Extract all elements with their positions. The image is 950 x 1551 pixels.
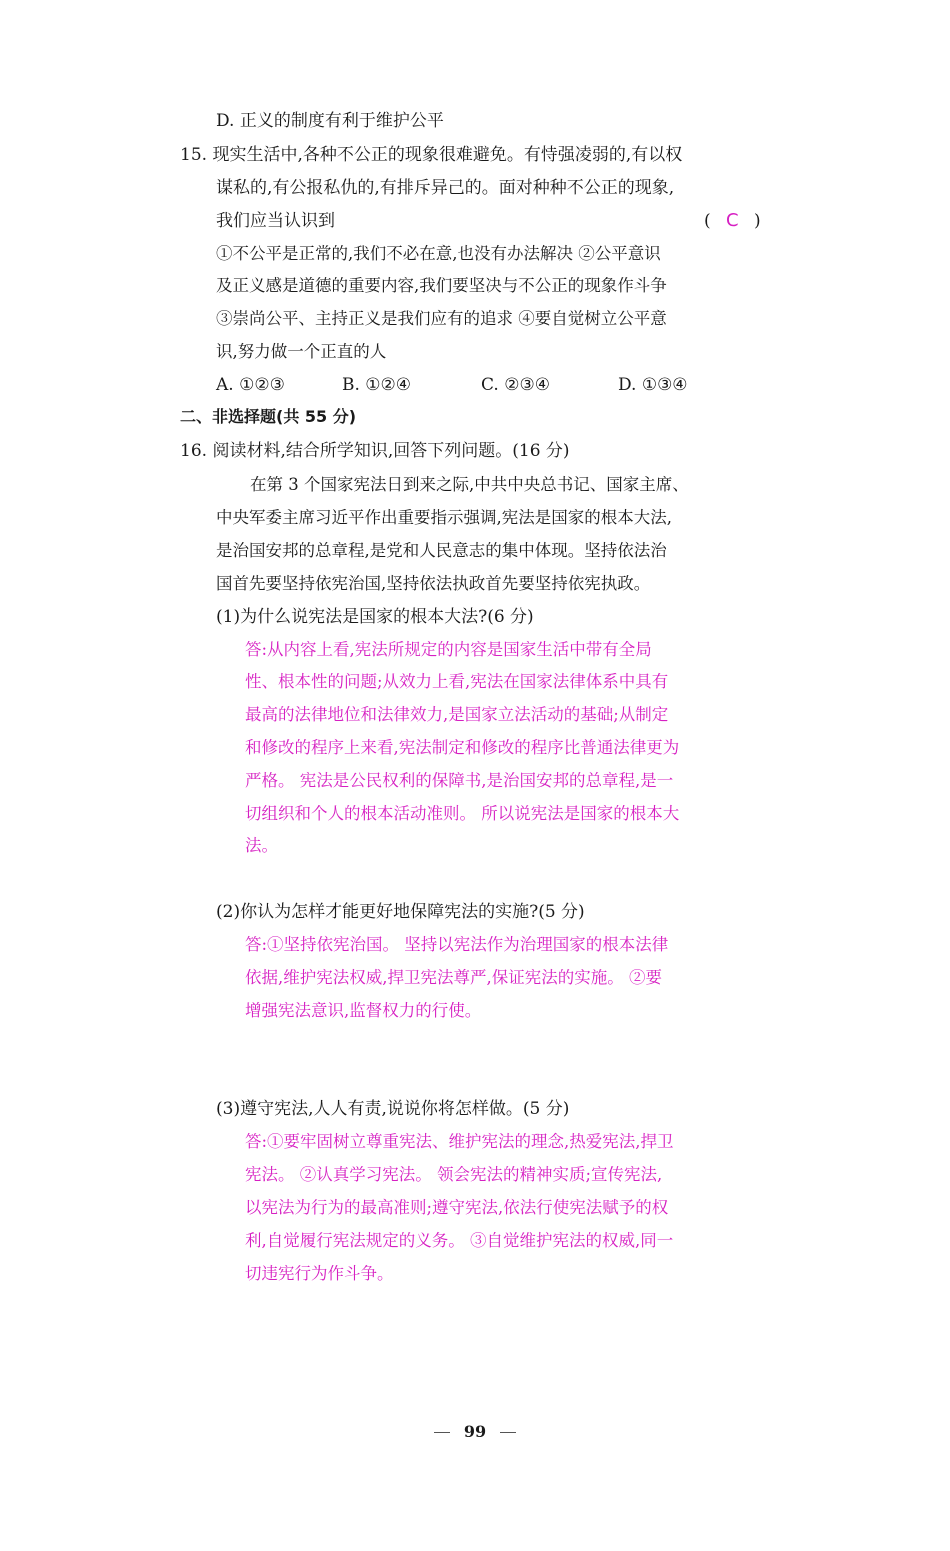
q16-sub1-answer-line: 性、根本性的问题;从效力上看,宪法在国家法律体系中具有 [245,672,669,691]
q16-sub1-answer-line: 答:从内容上看,宪法所规定的内容是国家生活中带有全局 [245,640,652,659]
q16-material-line-4: 国首先要坚持依宪治国,坚持依法执政首先要坚持依宪执政。 [216,574,651,593]
q16-sub2-answer-line: 依据,维护宪法权威,捍卫宪法尊严,保证宪法的实施。 ②要 [245,968,662,987]
q15-items-line-3: ③崇尚公平、主持正义是我们应有的追求 ④要自觉树立公平意 [216,309,667,328]
page-footer [0,1422,950,1441]
q16-material-line-3: 是治国安邦的总章程,是党和人民意志的集中体现。坚持依法治 [216,541,667,560]
q16-sub2-answer-line: 增强宪法意识,监督权力的行使。 [245,1001,482,1020]
q15-stem-line-2: 谋私的,有公报私仇的,有排斥异己的。面对种种不公正的现象, [216,178,675,198]
page-number: 99 [463,1422,487,1441]
q15-items-line-1: ①不公平是正常的,我们不必在意,也没有办法解决 ②公平意识 [216,244,661,263]
q16-sub3-answer-line: 答:①要牢固树立尊重宪法、维护宪法的理念,热爱宪法,捍卫 [245,1132,674,1151]
q15-stem-line-3: 我们应当认识到 [216,211,335,231]
paren-open: ( [704,211,711,231]
section-heading: 二、非选择题(共 55 分) [180,407,357,426]
q16-sub1-question: (1)为什么说宪法是国家的根本大法?(6 分) [216,607,534,627]
q16-sub2-answer-line: 答:①坚持依宪治国。 坚持以宪法作为治理国家的根本法律 [245,935,669,954]
q15-answer-bracket [704,209,761,233]
q16-sub1-answer-line: 法。 [245,836,278,855]
q16-sub1-answer-line: 切组织和个人的根本活动准则。 所以说宪法是国家的根本大 [245,804,680,823]
footer-dash-left [434,1432,450,1433]
q15-answer: C [726,210,739,231]
q16-sub3-question: (3)遵守宪法,人人有责,说说你将怎样做。(5 分) [216,1099,570,1119]
q16-material-line-1: 在第 3 个国家宪法日到来之际,中共中央总书记、国家主席、 [250,475,689,494]
q15-option-a: A. ①②③ [216,375,285,395]
q16-sub3-answer-line: 宪法。 ②认真学习宪法。 领会宪法的精神实质;宣传宪法, [245,1165,663,1184]
q16-sub3-answer-line: 利,自觉履行宪法规定的义务。 ③自觉维护宪法的权威,同一 [245,1231,674,1250]
q15-option-b: B. ①②④ [342,375,412,395]
q16-stem: 16. 阅读材料,结合所学知识,回答下列问题。(16 分) [180,441,570,461]
q16-material-line-2: 中央军委主席习近平作出重要指示强调,宪法是国家的根本大法, [216,508,672,527]
q15-option-d: D. ①③④ [618,375,688,395]
q15-stem-line-1: 15. 现实生活中,各种不公正的现象很难避免。有恃强凌弱的,有以权 [180,145,683,165]
footer-dash-right [500,1432,516,1433]
q16-sub3-answer-line: 切违宪行为作斗争。 [245,1264,394,1283]
q16-sub1-answer-line: 严格。 宪法是公民权利的保障书,是治国安邦的总章程,是一 [245,771,674,790]
q15-items-line-2: 及正义感是道德的重要内容,我们要坚决与不公正的现象作斗争 [216,276,667,295]
q16-sub2-question: (2)你认为怎样才能更好地保障宪法的实施?(5 分) [216,902,585,922]
q16-sub1-answer-line: 和修改的程序上来看,宪法制定和修改的程序比普通法律更为 [245,738,680,757]
q16-sub3-answer-line: 以宪法为行为的最高准则;遵守宪法,依法行使宪法赋予的权 [245,1198,669,1217]
q16-sub1-answer-line: 最高的法律地位和法律效力,是国家立法活动的基础;从制定 [245,705,669,724]
q15-items-line-4: 识,努力做一个正直的人 [216,342,387,361]
q15-option-c: C. ②③④ [481,375,550,395]
paren-close: ) [754,211,761,231]
q14-option-d: D. 正义的制度有利于维护公平 [216,111,444,131]
